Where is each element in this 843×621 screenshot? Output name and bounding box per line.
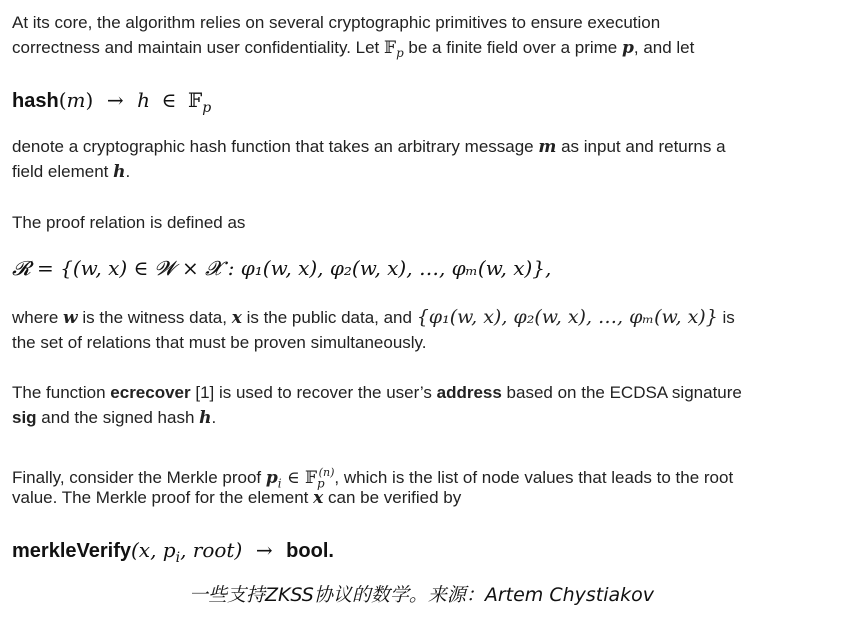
hash-desc-text-d: . <box>125 162 131 181</box>
ecrecover-term: ecrecover <box>110 383 191 402</box>
merkle-text-c: value. The Merkle proof for the element <box>12 488 314 507</box>
figure-caption: 一些支持ZKSS协议的数学。来源：Artem Chystiakov <box>188 584 655 606</box>
intro-line-1: At its core, the algorithm relies on several cryptographic primitives to ensure execution <box>12 13 661 32</box>
ecrecover-line-2 <box>12 405 827 430</box>
hash-desc-text-a: denote a cryptographic hash function that takes an arbitrary message <box>12 137 539 156</box>
ecrecover-text-b: [1] is used to recover the user’s <box>190 383 437 402</box>
prime-p: p <box>621 38 634 58</box>
paragraph-hash-description <box>12 134 827 184</box>
finite-field-symbol: 𝔽 <box>384 38 397 58</box>
ecrecover-text-d: and the signed hash <box>36 408 200 427</box>
equation-relation <box>12 254 551 283</box>
witness-w: w <box>63 308 78 328</box>
witness-text-b: is the witness data, <box>77 308 232 327</box>
paragraph-proof-relation <box>12 210 827 235</box>
sig-term: sig <box>12 408 37 427</box>
element-x: x <box>313 488 324 508</box>
finite-field-symbol: 𝔽 <box>304 468 318 489</box>
field-subscript-p: p <box>396 46 404 61</box>
merkle-line-1 <box>12 460 827 491</box>
intro-text-a: correctness and maintain user confidentiality. Let <box>12 38 384 57</box>
paragraph-ecrecover <box>12 380 827 430</box>
equation-hash: hash(m) → h ∈ 𝔽$_p$ <box>12 88 212 116</box>
merkle-verify-function-name: merkleVerify <box>12 540 131 562</box>
proof-relation-text: The proof relation is defined as <box>12 213 246 232</box>
merkle-verify-result: bool. <box>286 540 334 562</box>
witness-text-c: is the public data, and <box>241 308 417 327</box>
merkle-verify-subscript-i: i <box>175 549 181 566</box>
ecrecover-text-a: The function <box>12 383 111 402</box>
hash-arg-m: m <box>66 88 86 112</box>
relation-formula: 𝓡 = {(w, x) ∈ 𝓦 × 𝓧 : φ₁(w, x), φ₂(w, x), …, φₘ(w, x)}, <box>12 256 552 280</box>
hash-output-h: h <box>137 88 151 112</box>
relation-set: {φ₁(w, x), φ₂(w, x), …, φₘ(w, x)} <box>416 306 718 328</box>
merkle-text-d: can be verified by <box>323 488 462 507</box>
merkle-verify-args: (x, p <box>130 538 176 562</box>
witness-text-d: is <box>717 308 735 327</box>
public-x: x <box>231 308 242 328</box>
paragraph-merkle <box>12 460 827 510</box>
hash-desc-text-c: field element <box>12 162 114 181</box>
equation-merkle-verify <box>12 536 334 572</box>
field-subscript-p: p <box>202 99 212 116</box>
element-of-symbol: ∈ <box>281 468 305 489</box>
message-m: m <box>538 137 557 157</box>
ecrecover-text-e: . <box>211 408 217 427</box>
intro-text-c: , and let <box>633 38 695 57</box>
hash-function-name: hash <box>12 90 59 112</box>
merkle-verify-args-end: , root) <box>180 538 243 562</box>
merkle-proof-p: p <box>265 468 278 489</box>
ecrecover-line-1 <box>12 380 827 405</box>
arrow-symbol: → <box>106 88 124 112</box>
witness-text-a: where <box>12 308 64 327</box>
intro-text-b: be a finite field over a prime <box>403 38 622 57</box>
merkle-line-2 <box>12 485 827 510</box>
paragraph-intro <box>12 10 827 60</box>
witness-line-2: the set of relations that must be proven simultaneously. <box>12 333 427 352</box>
witness-line-1 <box>12 305 827 330</box>
element-of-symbol: ∈ <box>161 88 177 112</box>
hash-desc-text-b: as input and returns a <box>556 137 726 156</box>
finite-field-symbol: 𝔽 <box>188 88 203 112</box>
merkle-text-b: , which is the list of node values that leads to the root <box>334 468 734 488</box>
merkle-proof-subscript-i: i <box>277 476 282 491</box>
paragraph-witness <box>12 305 827 355</box>
signed-hash-h: h <box>199 408 212 428</box>
arrow-symbol: → <box>255 538 273 562</box>
ecrecover-text-c: based on the ECDSA signature <box>501 383 742 402</box>
field-superscript-n: (n) <box>318 466 335 479</box>
intro-line-2 <box>12 35 827 60</box>
field-element-h: h <box>113 162 126 182</box>
address-term: address <box>436 383 502 402</box>
merkle-text-a: Finally, consider the Merkle proof <box>12 468 266 488</box>
hash-desc-line-1 <box>12 134 827 159</box>
field-subscript-p: p <box>317 476 325 491</box>
hash-desc-line-2 <box>12 159 827 184</box>
